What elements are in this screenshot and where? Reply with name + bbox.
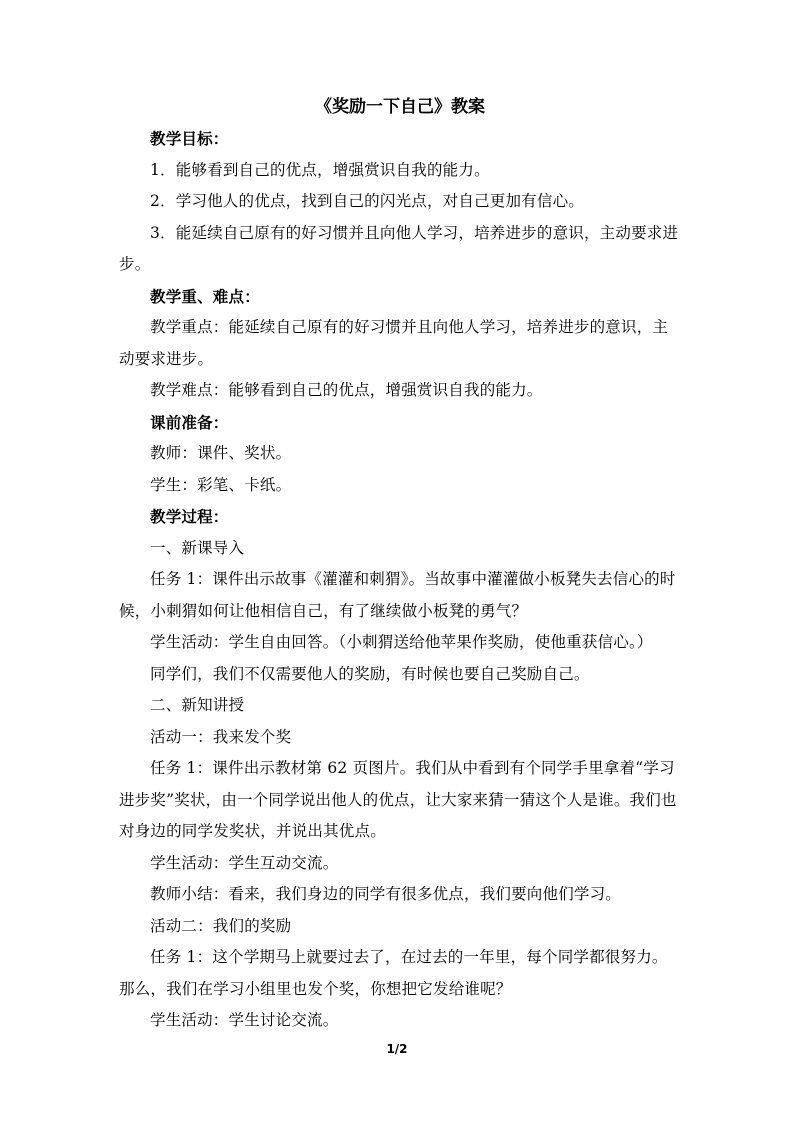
- paragraph: 活动二：我们的奖励: [150, 916, 292, 935]
- paragraph: 学生活动：学生自由回答。（小刺猬送给他苹果作奖励，使他重获信心。）: [150, 633, 653, 651]
- paragraph: 3．能延续自己原有的好习惯并且向他人学习，培养进步的意识，主动要求进步。: [119, 223, 679, 273]
- paragraph: 教学重点：能延续自己原有的好习惯并且向他人学习，培养进步的意识，主动要求进步。: [119, 318, 669, 368]
- paragraph: 活动一：我来发个奖: [150, 727, 292, 746]
- paragraph: 学生：彩笔、卡纸。: [150, 475, 292, 494]
- paragraph: 教师小结：看来，我们身边的同学有很多优点，我们要向他们学习。: [150, 885, 622, 903]
- paragraph: 任务 1：课件出示教材第 62 页图片。我们从中看到有个同学手里拿着“学习进步奖”奖状，由一个同学说出他人的优点，让大家来猜一猜这个人是谁。我们也对身边的同学发奖状，并说出其优点。: [119, 759, 677, 840]
- paragraph: 任务 1：课件出示故事《灌灌和刺猬》。当故事中灌灌做小板凳失去信心的时候，小刺猬如何让他相信自己，有了继续做小板凳的勇气？: [119, 570, 676, 620]
- page-number: 1/2: [386, 1042, 408, 1056]
- paragraph-list: [119, 123, 681, 1037]
- document-title: 《奖励一下自己》教案: [315, 97, 485, 117]
- section-heading: 教学目标：: [150, 129, 229, 148]
- paragraph: 1．能够看到自己的优点，增强赏识自我的能力。: [150, 160, 490, 179]
- section-heading: 教学重、难点：: [150, 286, 260, 306]
- paragraph: 同学们，我们不仅需要他人的奖励，有时候也要自己奖励自己。: [150, 664, 590, 683]
- paragraph: 2．学习他人的优点，找到自己的闪光点，对自己更加有信心。: [150, 192, 584, 210]
- paragraph: 任务 1：这个学期马上就要过去了，在过去的一年里，每个同学都很努力。那么，我们在学习小组里也发个奖，你想把它发给谁呢？: [119, 948, 668, 998]
- section-heading: 教学过程：: [150, 507, 229, 526]
- section-heading: 课前准备：: [150, 412, 229, 432]
- paragraph: 教学难点：能够看到自己的优点，增强赏识自我的能力。: [150, 381, 543, 399]
- paragraph: 二、新知讲授: [150, 696, 245, 714]
- document-body: [119, 95, 681, 1037]
- paragraph: 学生活动：学生互动交流。: [150, 853, 339, 872]
- paragraph: 一、新课导入: [150, 538, 245, 557]
- paragraph: 学生活动：学生讨论交流。: [150, 1011, 339, 1029]
- paragraph: 教师：课件、奖状。: [150, 444, 292, 462]
